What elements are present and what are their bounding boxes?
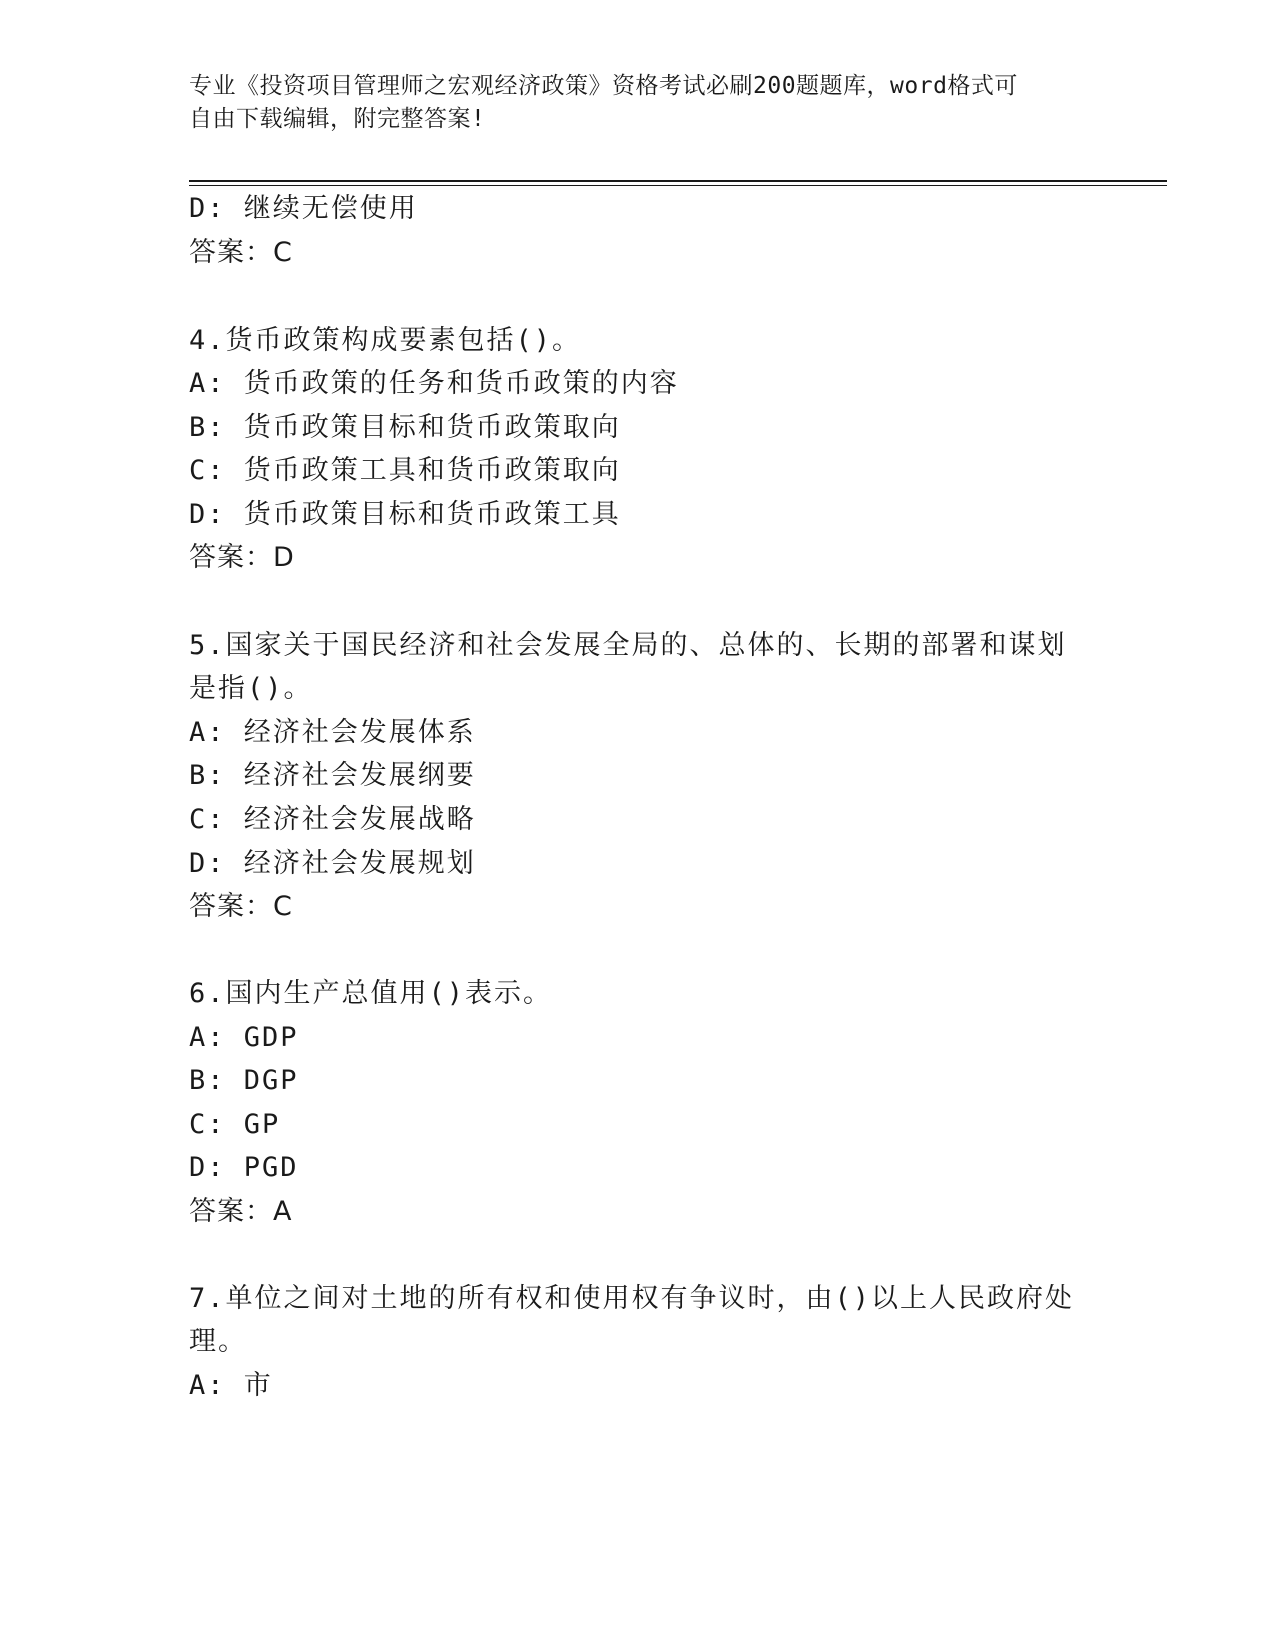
header-line-1: 专业《投资项目管理师之宏观经济政策》资格考试必刷200题题库，word格式可 — [189, 73, 1018, 99]
document-header — [189, 70, 1069, 136]
question-4-stem: 4.货币政策构成要素包括()。 — [189, 325, 582, 356]
question-6-answer: 答案：A — [189, 1196, 293, 1227]
question-4-option-a: A: 货币政策的任务和货币政策的内容 — [189, 368, 679, 399]
question-4-option-d: D: 货币政策目标和货币政策工具 — [189, 499, 621, 530]
question-7-stem-line-1: 7.单位之间对土地的所有权和使用权有争议时，由()以上人民政府处 — [189, 1283, 1075, 1314]
question-5-option-b: B: 经济社会发展纲要 — [189, 760, 476, 791]
question-5-stem-line-1: 5.国家关于国民经济和社会发展全局的、总体的、长期的部署和谋划 — [189, 630, 1067, 661]
question-5-option-c: C: 经济社会发展战略 — [189, 804, 476, 835]
header-divider-thick — [189, 180, 1167, 182]
question-6-option-c: C: GP — [189, 1109, 281, 1140]
question-4-option-b: B: 货币政策目标和货币政策取向 — [189, 412, 621, 443]
question-4-answer: 答案：D — [189, 542, 295, 573]
question-7-stem-line-2: 理。 — [189, 1326, 247, 1357]
question-6-stem: 6.国内生产总值用()表示。 — [189, 978, 553, 1009]
question-6-option-a: A: GDP — [189, 1022, 299, 1053]
question-5-option-a: A: 经济社会发展体系 — [189, 717, 476, 748]
prev-option-d: D: 继续无偿使用 — [189, 193, 418, 224]
question-4-option-c: C: 货币政策工具和货币政策取向 — [189, 455, 621, 486]
question-6-option-b: B: DGP — [189, 1065, 299, 1096]
question-5-answer: 答案：C — [189, 891, 293, 922]
question-5-stem-line-2: 是指()。 — [189, 673, 313, 704]
question-7-option-a: A: 市 — [189, 1370, 273, 1401]
question-5-option-d: D: 经济社会发展规划 — [189, 848, 476, 879]
header-line-2: 自由下载编辑，附完整答案! — [189, 106, 486, 132]
question-6-option-d: D: PGD — [189, 1152, 299, 1183]
header-divider-thin — [189, 185, 1167, 186]
prev-answer: 答案：C — [189, 237, 293, 268]
